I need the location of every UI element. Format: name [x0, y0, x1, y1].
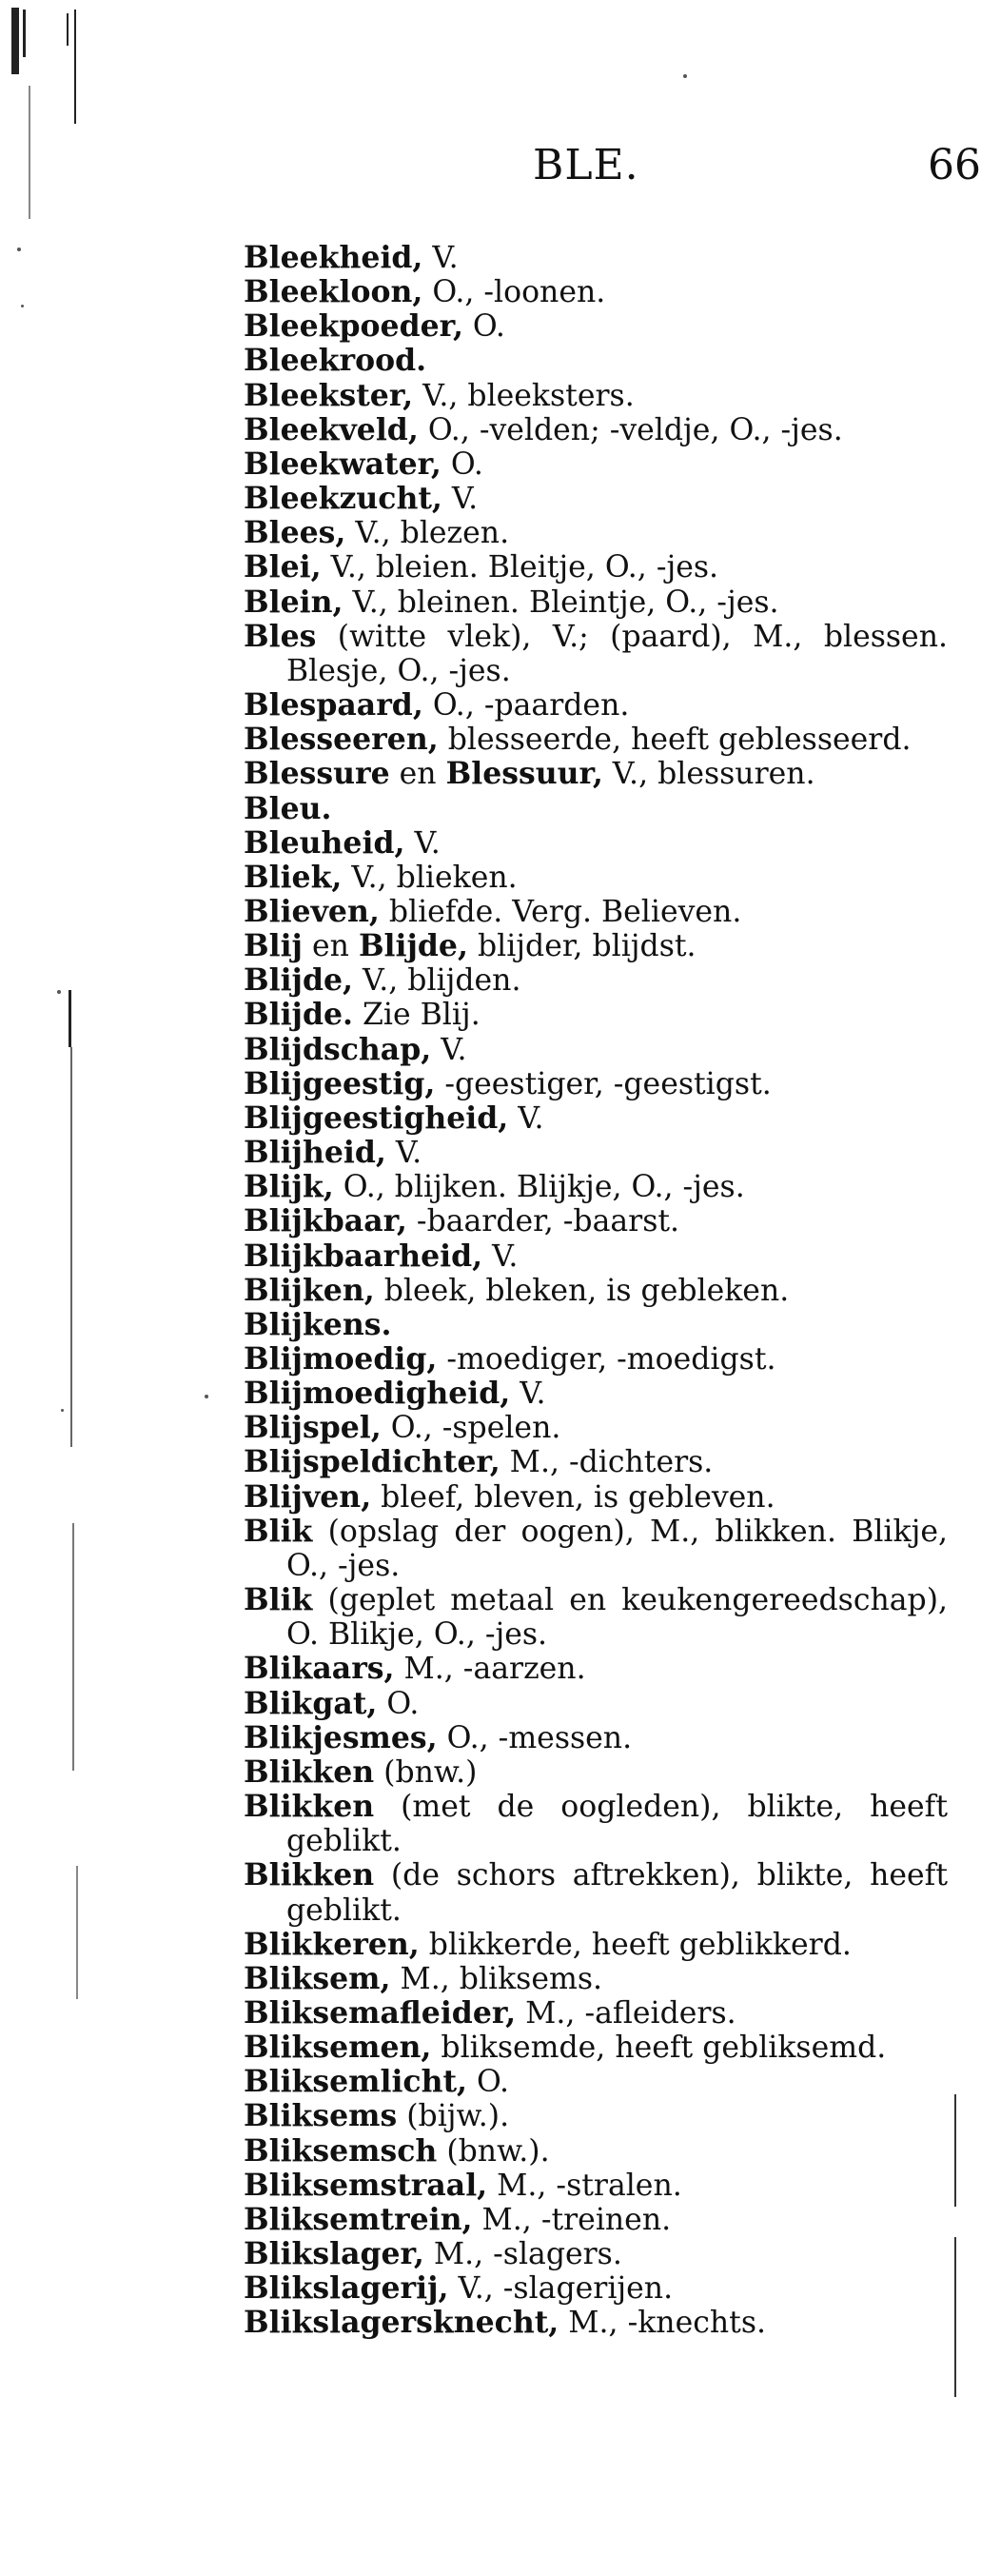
- entry-headword: Blijgeestigheid,: [244, 1100, 509, 1136]
- entry-definition: (met de oogleden), blikte, heeft geblikt.: [286, 1790, 948, 1859]
- entry-definition: blesseerde, heeft geblesseerd.: [438, 723, 912, 758]
- entry-definition: bleef, bleven, is gebleven.: [371, 1479, 775, 1515]
- binding-mark: [76, 1866, 78, 1999]
- entry-headword: Bleekrood.: [244, 343, 427, 379]
- binding-mark: [70, 1047, 72, 1447]
- entry-definition: (bnw.).: [437, 2133, 550, 2169]
- dictionary-entry: [244, 344, 948, 378]
- entry-definition: O.: [441, 446, 483, 482]
- entry-headword: Blijken,: [244, 1272, 375, 1308]
- dictionary-entry: [244, 1308, 948, 1342]
- entry-definition: M., bliksems.: [390, 1961, 603, 1996]
- entry-headword: Blik: [244, 1513, 313, 1549]
- entry-headword: Blikslagersknecht,: [244, 2305, 559, 2341]
- entry-headword: Blikken: [244, 1857, 375, 1893]
- dictionary-entry: [244, 2169, 948, 2203]
- entry-definition: -geestiger, -geestigst.: [435, 1066, 772, 1101]
- dictionary-entry: [244, 826, 948, 861]
- dictionary-entry: [244, 723, 948, 757]
- dictionary-entry: [244, 1411, 948, 1445]
- margin-rule: [954, 2237, 956, 2397]
- margin-rule: [954, 2094, 956, 2207]
- dictionary-entry: [244, 792, 948, 826]
- entry-definition: M., -dichters.: [500, 1445, 714, 1480]
- entry-definition: O.: [377, 1686, 420, 1721]
- entry-definition: M., -treinen.: [472, 2202, 672, 2237]
- dictionary-entry: [244, 1652, 948, 1686]
- entry-headword: Blijkbaarheid,: [244, 1238, 483, 1274]
- dictionary-entry: [244, 2134, 948, 2169]
- binding-mark: [61, 1409, 64, 1412]
- dictionary-entry: [244, 1858, 948, 1927]
- entry-headword: Blijven,: [244, 1478, 372, 1515]
- dictionary-entry: [244, 2099, 948, 2133]
- dictionary-entry: [244, 2031, 948, 2065]
- entry-headword: Bliksemlicht,: [244, 2064, 468, 2100]
- entry-definition: O., -spelen.: [381, 1411, 561, 1446]
- entry-headword: Blieven,: [244, 893, 380, 929]
- dictionary-entry: [244, 2203, 948, 2237]
- entry-headword: Bleekloon,: [244, 274, 423, 310]
- entry-headword: Bleekheid,: [244, 240, 423, 275]
- entry-definition: blijder, blijdst.: [467, 929, 697, 964]
- dictionary-entry: [244, 1342, 948, 1377]
- entry-headword: Blij: [244, 928, 303, 964]
- entry-definition: V.: [431, 1032, 467, 1067]
- entry-headword: Blijmoedig,: [244, 1341, 438, 1377]
- entry-definition: -moediger, -moedigst.: [437, 1342, 776, 1377]
- entry-definition: (bnw.): [374, 1754, 478, 1790]
- entry-definition: M., -knechts.: [559, 2306, 766, 2341]
- entry-definition: en: [389, 757, 446, 792]
- entry-definition: V.: [441, 482, 479, 517]
- dictionary-entry: [244, 1721, 948, 1755]
- entry-definition: M., -slagers.: [423, 2237, 622, 2272]
- dictionary-entry: [244, 1170, 948, 1204]
- entry-headword: Blikken: [244, 1789, 375, 1825]
- entry-headword: Blikken: [244, 1754, 375, 1790]
- entry-headword: Bleekster,: [244, 377, 414, 413]
- dictionary-entry: [244, 1101, 948, 1136]
- entry-headword: Bliksemtrein,: [244, 2201, 473, 2237]
- entry-headword: Bleekzucht,: [244, 481, 442, 517]
- entry-definition: O., -loonen.: [422, 275, 606, 310]
- dictionary-entry: [244, 1136, 948, 1170]
- entry-definition: O., -paarden.: [422, 688, 630, 723]
- entry-headword: Blei,: [244, 549, 322, 585]
- entry-headword: Bliksemstraal,: [244, 2167, 488, 2203]
- dictionary-entry: [244, 1996, 948, 2031]
- entry-definition: Zie Blij.: [353, 998, 481, 1033]
- binding-mark: [29, 86, 30, 219]
- entry-definition: V.: [385, 1136, 422, 1171]
- dictionary-entry: [244, 309, 948, 344]
- binding-mark: [72, 1523, 74, 1771]
- entry-definition: V.: [508, 1100, 544, 1136]
- dictionary-entry: [244, 1204, 948, 1238]
- entry-headword: Blijde,: [244, 962, 353, 999]
- entry-headword: Blikslagerij,: [244, 2270, 449, 2307]
- entry-headword: Blijde.: [244, 997, 353, 1033]
- dictionary-entry: [244, 998, 948, 1032]
- entry-definition: O., -velden; -veldje, O., -jes.: [418, 412, 843, 447]
- dictionary-entry: [244, 447, 948, 482]
- entry-definition: (geplet metaal en keukengereedschap), O. Blikje, O., -jes.: [286, 1583, 948, 1653]
- dictionary-entry: [244, 963, 948, 998]
- entry-definition: bliksemde, heeft gebliksemd.: [431, 2031, 887, 2066]
- entry-headword: Bleekwater,: [244, 446, 441, 482]
- entry-definition: V., blijden.: [353, 963, 521, 999]
- entry-headword: Blikgat,: [244, 1685, 378, 1721]
- binding-mark: [23, 10, 26, 57]
- entry-definition: V., blezen.: [345, 516, 510, 551]
- dictionary-entry: [244, 275, 948, 309]
- entry-headword: Blikaars,: [244, 1651, 395, 1687]
- entry-headword: Blikjesmes,: [244, 1719, 438, 1755]
- entry-headword: Blijheid,: [244, 1135, 386, 1171]
- entry-definition: V., blessuren.: [602, 757, 815, 792]
- entry-headword: Bleu.: [244, 790, 332, 826]
- entry-headword: Blikkeren,: [244, 1926, 420, 1962]
- dictionary-entry: [244, 1274, 948, 1308]
- entry-definition: V.: [510, 1377, 546, 1412]
- entry-definition: (de schors aftrekken), blikte, heeft geblikt.: [286, 1858, 948, 1928]
- binding-mark: [21, 305, 24, 307]
- dictionary-entry: [244, 516, 948, 550]
- dictionary-entry: [244, 1445, 948, 1479]
- dictionary-entry: [244, 929, 948, 963]
- entry-definition: V.: [422, 241, 459, 275]
- entry-definition: M., -afleiders.: [516, 1995, 736, 2031]
- dictionary-entry: [244, 1377, 948, 1411]
- entry-headword: Bleekpoeder,: [244, 308, 463, 345]
- dictionary-entry: [244, 861, 948, 895]
- dictionary-entry: [244, 688, 948, 723]
- entry-headword: Blijgeestig,: [244, 1065, 436, 1101]
- entry-headword: Bliksemen,: [244, 2030, 432, 2066]
- entry-headword: Bleuheid,: [244, 824, 405, 861]
- binding-mark: [683, 74, 687, 78]
- entry-headword: Blijk,: [244, 1169, 334, 1205]
- dictionary-entry: [244, 1790, 948, 1858]
- binding-mark: [74, 10, 76, 124]
- binding-mark: [69, 990, 71, 1047]
- dictionary-entry: [244, 1928, 948, 1962]
- dictionary-entry: [244, 2065, 948, 2099]
- entry-headword: Bleekveld,: [244, 411, 419, 447]
- dictionary-entry: [244, 585, 948, 620]
- dictionary-entry: [244, 413, 948, 447]
- entry-definition: M., -aarzen.: [394, 1652, 586, 1687]
- entry-definition: (bijw.).: [397, 2099, 510, 2134]
- entry-headword: Bliksemafleider,: [244, 1994, 517, 2031]
- dictionary-entry: [244, 1480, 948, 1515]
- dictionary-entry: [244, 1033, 948, 1067]
- entry-headword: Blijspel,: [244, 1410, 382, 1446]
- dictionary-entry: [244, 620, 948, 688]
- dictionary-entry: [244, 1067, 948, 1101]
- dictionary-entry: [244, 1687, 948, 1721]
- entry-definition: V., -slagerijen.: [448, 2271, 674, 2307]
- dictionary-entry: [244, 1755, 948, 1790]
- entry-headword-variant: Blessuur,: [445, 756, 603, 792]
- entry-definition: O., blijken. Blijkje, O., -jes.: [333, 1170, 745, 1205]
- entry-definition: O.: [467, 2065, 510, 2100]
- dictionary-entry: [244, 2271, 948, 2306]
- entry-definition: V.: [404, 825, 441, 861]
- entry-definition: V., bleinen. Bleintje, O., -jes.: [343, 585, 779, 620]
- dictionary-entry: [244, 1515, 948, 1583]
- entry-definition: O.: [462, 309, 505, 345]
- entry-definition: O., -messen.: [437, 1720, 633, 1755]
- dictionary-entry: [244, 482, 948, 516]
- entry-headword-variant: Blijde,: [358, 928, 468, 964]
- entry-headword: Blespaard,: [244, 687, 423, 723]
- entry-definition: blikkerde, heeft geblikkerd.: [419, 1927, 852, 1962]
- entry-headword: Bliek,: [244, 859, 343, 895]
- entry-definition: V., bleien. Bleitje, O., -jes.: [321, 550, 719, 585]
- entry-headword: Blikslager,: [244, 2236, 424, 2272]
- entry-headword: Blijkens.: [244, 1306, 392, 1342]
- dictionary-entry: [244, 1583, 948, 1652]
- entry-list: [244, 241, 948, 2341]
- entry-headword: Blik: [244, 1582, 313, 1618]
- binding-mark: [57, 990, 61, 994]
- entry-headword: Blijspeldichter,: [244, 1444, 500, 1480]
- entry-definition: bliefde. Verg. Believen.: [379, 894, 742, 929]
- entry-definition: V., blieken.: [342, 860, 518, 895]
- entry-definition: bleek, bleken, is gebleken.: [374, 1273, 790, 1308]
- dictionary-entry: [244, 2306, 948, 2340]
- dictionary-entry: [244, 895, 948, 929]
- dictionary-entry: [244, 1962, 948, 1996]
- entry-headword: Blijkbaar,: [244, 1203, 407, 1239]
- entry-definition: M., -stralen.: [487, 2168, 682, 2203]
- entry-headword: Blein,: [244, 584, 343, 620]
- entry-definition: en: [302, 929, 359, 964]
- entry-headword: Bliksem,: [244, 1960, 391, 1996]
- binding-mark: [11, 8, 19, 74]
- entry-headword: Bles: [244, 618, 317, 654]
- page-number: 66: [928, 141, 981, 189]
- running-head: BLE.: [533, 141, 639, 189]
- entry-headword: Blijmoedigheid,: [244, 1376, 511, 1412]
- binding-mark: [17, 248, 21, 251]
- entry-headword: Blessure: [244, 756, 390, 792]
- dictionary-entry: [244, 1239, 948, 1274]
- dictionary-entry: [244, 550, 948, 585]
- binding-mark: [67, 13, 69, 46]
- entry-definition: (witte vlek), V.; (paard), M., blessen. Blesje, O., -jes.: [286, 619, 948, 688]
- binding-mark: [205, 1395, 208, 1398]
- entry-headword: Bliksemsch: [244, 2132, 438, 2169]
- entry-headword: Bliksems: [244, 2098, 398, 2134]
- entry-headword: Blijdschap,: [244, 1031, 432, 1067]
- entry-definition: (opslag der oogen), M., blikken. Blikje, O., -jes.: [286, 1514, 948, 1583]
- entry-definition: V.: [482, 1238, 519, 1274]
- dictionary-entry: [244, 757, 948, 791]
- entry-definition: V., bleeksters.: [413, 378, 635, 413]
- dictionary-entry: [244, 379, 948, 413]
- entry-definition: -baarder, -baarst.: [406, 1204, 680, 1239]
- dictionary-entry: [244, 241, 948, 275]
- entry-headword: Blees,: [244, 515, 346, 551]
- entry-headword: Blesseeren,: [244, 722, 439, 758]
- dictionary-entry: [244, 2237, 948, 2271]
